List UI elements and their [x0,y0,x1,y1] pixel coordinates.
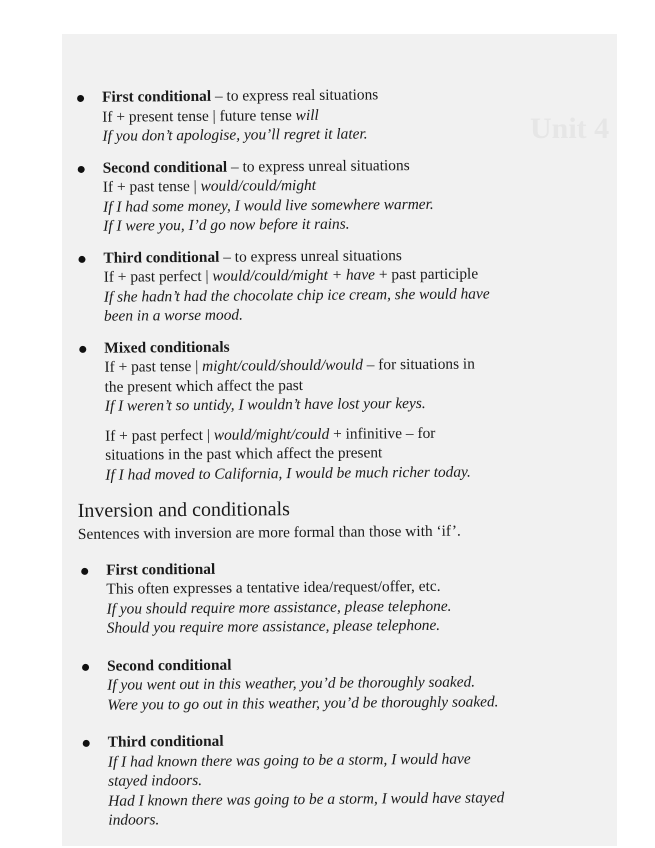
inversion-third-item [80,729,559,831]
bleed-through-heading: Unit 4 [530,112,610,145]
item-desc: – to express real situations [211,86,379,105]
structure: If + present tense | future tense [102,106,296,126]
item-title: Second conditional [106,656,232,675]
structure-italic: would/could/might [200,176,317,195]
second-conditional-item [75,154,554,236]
example: If you should require more assistance, please telephone. [106,597,452,618]
bullet-icon [81,567,88,574]
inversion-first-item [78,556,557,638]
example: If she hadn’t had the chocolate chip ice cream, she would have [103,284,490,306]
structure-tail: + infinitive – for [329,424,436,443]
item-title: First conditional [102,87,212,106]
structure-line2: situations in the past which affect the present [105,444,383,464]
example: Should you require more assistance, please telephone. [106,616,441,637]
bullet-icon [78,165,85,172]
section-intro: Sentences with inversion are more formal than those with ‘if’. [77,522,461,543]
item-note: This often expresses a tentative idea/request/offer, etc. [106,577,441,598]
item-title: Third conditional [107,732,224,751]
example: If I had moved to California, I would be much richer today. [105,463,471,484]
example: If I were you, I’d go now before it rains. [103,215,350,235]
mixed-conditionals-item [76,334,555,485]
example: If you went out in this weather, you’d be thoroughly soaked. [107,673,476,694]
structure: If + past perfect | [104,426,214,445]
structure-tail: – for situations in [362,355,475,374]
item-title: Mixed conditionals [104,338,230,357]
item-title: Third conditional [103,248,220,267]
structure: If + past perfect | [103,267,213,286]
section-heading: Inversion and conditionals [77,498,290,522]
structure: If + past tense | [104,357,203,376]
item-desc: – to express unreal situations [219,246,402,266]
example: Had I known there was going to be a storm, I would have stayed [108,788,505,810]
structure-italic: might/could/should/would [202,356,363,375]
item-desc: – to express unreal situations [227,156,410,176]
item-title: Second conditional [102,158,228,177]
bullet-icon [78,255,85,262]
grammar-content [74,84,559,843]
third-conditional-item [75,244,554,326]
structure-italic: would/might/could [213,425,330,444]
example: been in a worse mood. [103,306,243,325]
structure-line2: the present which affect the past [104,376,304,396]
example: If I had known there was going to be a storm, I would have [107,750,471,771]
first-conditional-item [74,84,552,147]
bullet-icon [82,663,89,670]
example: stayed indoors. [107,771,203,790]
item-title: First conditional [106,560,216,579]
structure-italic: will [295,106,319,124]
structure-tail: + past participle [374,265,479,284]
structure: If + past tense | [102,177,201,196]
structure-italic: would/could/might + have [212,266,376,285]
bullet-icon [83,740,90,747]
example: indoors. [108,811,160,829]
bullet-icon [79,345,86,352]
example: Were you to go out in this weather, you’d be thoroughly soaked. [107,692,499,714]
example: If I had some money, I would live somewhere warmer. [102,195,434,216]
bullet-icon [77,95,84,102]
example: If you don’t apologise, you’ll regret it later. [102,125,368,145]
example: If I weren’t so untidy, I wouldn’t have lost your keys. [104,394,426,415]
inversion-second-item [79,652,557,715]
